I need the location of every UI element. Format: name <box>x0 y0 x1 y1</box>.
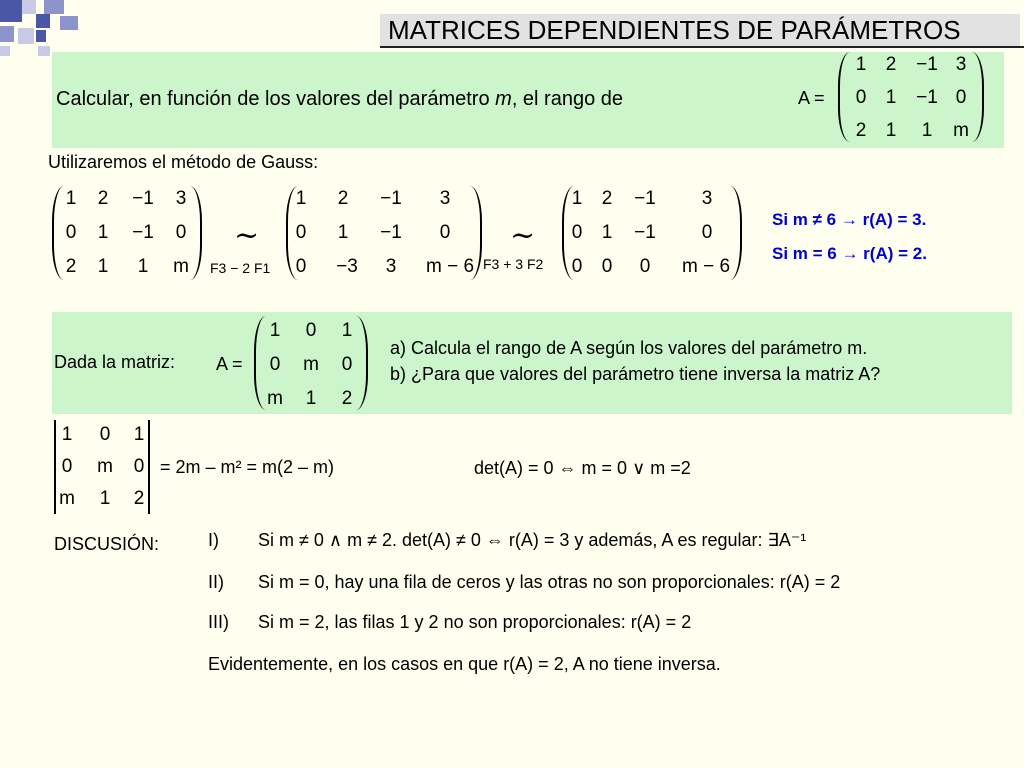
matrix-cell: 1 <box>137 256 149 277</box>
determinant-condition: det(A) = 0 ⇔ m = 0 ∨ m =2 <box>474 458 691 478</box>
matrix-cell: 2 <box>601 188 613 209</box>
discussion-num: I) <box>208 530 219 550</box>
matrix-cell: 0 <box>133 456 145 477</box>
title-rule <box>380 46 1024 48</box>
matrix-cell: 0 <box>269 354 281 375</box>
matrix-cell: 0 <box>61 456 73 477</box>
matrix-cell: 3 <box>175 188 187 209</box>
result-rank-3: Si m ≠ 6 → r(A) = 3. <box>772 210 927 229</box>
matrix-cell: 1 <box>571 188 583 209</box>
determinant-A <box>52 420 152 516</box>
discussion-conclusion: Evidentemente, en los casos en que r(A) = 2, A no tiene inversa. <box>208 654 721 674</box>
matrix-cell: −1 <box>132 188 154 209</box>
page-title: MATRICES DEPENDIENTES DE PARÁMETROS <box>380 14 1020 46</box>
discussion-item: Si m = 2, las filas 1 y 2 no son proporcionales: r(A) = 2 <box>258 612 692 632</box>
decor-square <box>36 30 46 42</box>
equivalence-symbol: ~ <box>234 218 260 253</box>
row-operation-2: F3 + 3 F2 <box>483 256 544 272</box>
decor-square <box>60 16 78 30</box>
matrix-cell: 1 <box>885 87 897 108</box>
result-rank-2: Si m = 6 → r(A) = 2. <box>772 244 927 263</box>
matrix-cell: 1 <box>305 388 317 409</box>
problem-box-2 <box>52 312 1012 414</box>
matrix-cell: 0 <box>65 222 77 243</box>
matrix-cell: 0 <box>955 87 967 108</box>
matrix-cell: 2 <box>65 256 77 277</box>
row-operation-1: F3 − 2 F1 <box>210 260 271 276</box>
matrix-cell: −1 <box>132 222 154 243</box>
discussion-label: DISCUSIÓN: <box>54 534 160 554</box>
matrix-cell: 1 <box>97 222 109 243</box>
matrix-cell: 1 <box>99 488 111 509</box>
matrix-A2 <box>254 316 366 412</box>
matrix-cell: m <box>173 256 189 277</box>
discussion-item: Si m ≠ 0 ∧ m ≠ 2. det(A) ≠ 0 ⇔ r(A) = 3 y además, A es regular: ∃A⁻¹ <box>258 530 807 550</box>
matrix-cell: 0 <box>305 320 317 341</box>
matrix-cell: 0 <box>601 256 613 277</box>
discussion-num: II) <box>208 572 224 592</box>
gauss-matrix-2 <box>286 186 482 282</box>
decor-square <box>22 0 36 14</box>
matrix-cell: 1 <box>295 188 307 209</box>
matrix-cell: 0 <box>855 87 867 108</box>
matrix-cell: 0 <box>295 222 307 243</box>
matrix-cell: m <box>59 488 75 509</box>
matrix-cell: 1 <box>337 222 349 243</box>
discussion-num: III) <box>208 612 229 632</box>
matrix-cell: 0 <box>571 222 583 243</box>
matrix-cell: 0 <box>341 354 353 375</box>
matrix-cell: −3 <box>336 256 358 277</box>
decor-square <box>36 14 50 28</box>
decor-square <box>38 46 50 56</box>
matrix-cell: 1 <box>133 424 145 445</box>
matrix-cell: 1 <box>921 120 933 141</box>
matrix-cell: −1 <box>380 188 402 209</box>
decor-square <box>0 0 22 22</box>
matrix-cell: 2 <box>855 120 867 141</box>
matrix-cell: −1 <box>380 222 402 243</box>
matrix-cell: −1 <box>634 222 656 243</box>
matrix-cell: 1 <box>97 256 109 277</box>
matrix-cell: 2 <box>133 488 145 509</box>
decor-square <box>18 28 34 44</box>
gauss-intro: Utilizaremos el método de Gauss: <box>48 152 319 172</box>
matrix-cell: 0 <box>571 256 583 277</box>
discussion-item: Si m = 0, hay una fila de ceros y las otras no son proporcionales: r(A) = 2 <box>258 572 841 592</box>
matrix-cell: 2 <box>337 188 349 209</box>
question-b: b) ¿Para que valores del parámetro tiene inversa la matriz A? <box>390 364 881 384</box>
matrix-cell: 0 <box>295 256 307 277</box>
matrix-cell: 1 <box>855 54 867 75</box>
matrix-cell: −1 <box>916 54 938 75</box>
matrix-cell: 1 <box>269 320 281 341</box>
decor-square <box>0 26 14 42</box>
matrix-cell: 0 <box>175 222 187 243</box>
matrix-cell: m <box>303 354 319 375</box>
problem-box-1 <box>52 52 1004 148</box>
problem1-statement: Calcular, en función de los valores del parámetro m, el rango de <box>56 88 624 110</box>
equivalence-symbol: ~ <box>510 218 536 253</box>
gauss-matrix-1 <box>52 186 202 282</box>
matrix-cell: 0 <box>99 424 111 445</box>
problem2-label: Dada la matriz: <box>54 352 176 372</box>
matrix-cell: 3 <box>439 188 451 209</box>
matrix-cell: 0 <box>439 222 451 243</box>
matrix-cell: m − 6 <box>425 256 475 277</box>
matrix-cell: m <box>97 456 113 477</box>
matrix-cell: 0 <box>639 256 651 277</box>
matrix-cell: 2 <box>97 188 109 209</box>
matrix-cell: 0 <box>701 222 713 243</box>
question-a: a) Calcula el rango de A según los valores del parámetro m. <box>390 338 868 358</box>
matrix-cell: 1 <box>341 320 353 341</box>
matrix-cell: −1 <box>916 87 938 108</box>
matrix-cell: 2 <box>885 54 897 75</box>
matrix-cell: m − 6 <box>681 256 731 277</box>
determinant-expression: = 2m – m² = m(2 – m) <box>160 457 335 477</box>
matrix-label: A = <box>216 354 243 374</box>
matrix-cell: m <box>267 388 283 409</box>
matrix-A <box>838 52 984 144</box>
matrix-cell: m <box>953 120 969 141</box>
gauss-matrix-3 <box>562 186 742 282</box>
matrix-cell: 1 <box>601 222 613 243</box>
matrix-cell: 3 <box>385 256 397 277</box>
matrix-cell: −1 <box>634 188 656 209</box>
matrix-cell: 3 <box>955 54 967 75</box>
decor-square <box>44 0 64 14</box>
matrix-cell: 3 <box>701 188 713 209</box>
matrix-cell: 1 <box>61 424 73 445</box>
matrix-cell: 2 <box>341 388 353 409</box>
matrix-cell: 1 <box>885 120 897 141</box>
decor-square <box>0 46 10 56</box>
matrix-cell: 1 <box>65 188 77 209</box>
matrix-label: A = <box>798 88 825 108</box>
